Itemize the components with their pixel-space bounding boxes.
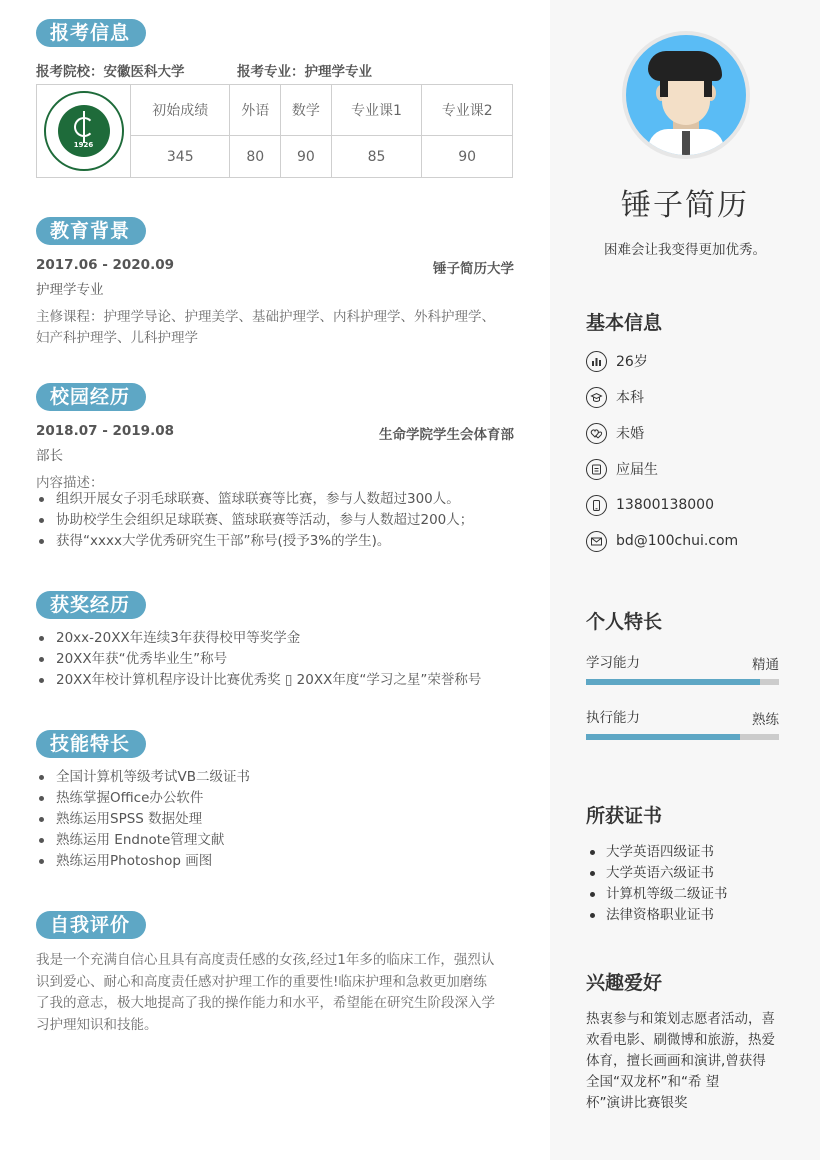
apply-major: 报考专业：护理学专业 [237,64,372,80]
info-status: 应届生 [586,458,658,480]
campus-role: 部长 [36,448,63,464]
self-eval-line: 识到爱心、耐心和高度责任感对护理工作的重要性!临床护理和急救更加磨练 [36,973,487,990]
score-table [36,84,513,178]
table-cell: 90 [422,136,513,178]
table-header: 外语 [230,85,281,136]
university-logo-icon [44,91,124,171]
section-title-campus: 校园经历 [36,383,146,411]
apply-school: 报考院校：安徽医科大学 [36,64,185,80]
list-item: 组织开展女子羽毛球联赛、篮球联赛等比赛，参与人数超过300人。 [36,489,473,510]
list-item: 20xx-20XX年连续3年获得校甲等奖学金 [36,628,481,649]
table-header: 初始成绩 [131,85,230,136]
section-title-self-eval: 自我评价 [36,911,146,939]
resume-name: 锤子简历 [621,188,749,223]
hobby-line: 欢看电影、刷微博和旅游，热爱 [586,1032,775,1048]
campus-items [36,489,473,552]
certs-list [588,842,728,926]
info-degree: 本科 [586,386,644,408]
list-item: 法律资格职业证书 [588,905,728,926]
hobby-line: 杯”演讲比赛银奖 [586,1095,688,1111]
table-cell: 85 [331,136,422,178]
table-header: 专业课2 [422,85,513,136]
education-courses-line2: 妇产科护理学、儿科护理学 [36,330,198,346]
education-courses-line1: 主修课程：护理学导论、护理美学、基础护理学、内科护理学、外科护理学、 [36,309,495,325]
education-major: 护理学专业 [36,282,104,298]
table-cell: 90 [281,136,332,178]
hobby-line: 全国“双龙杯”和“希 望 [586,1074,720,1090]
avatar [622,31,750,159]
section-title-basic: 基本信息 [586,312,663,334]
list-item: 全国计算机等级考试VB二级证书 [36,767,250,788]
list-item: 熟练运用Photoshop 画图 [36,851,250,872]
campus-desc-label: 内容描述： [36,475,104,491]
table-header: 专业课1 [331,85,422,136]
hobby-line: 热衷参与和策划志愿者活动，喜 [586,1011,775,1027]
list-item: 协助校学生会组织足球联赛、篮球联赛等活动，参与人数超过200人； [36,510,473,531]
list-item: 大学英语六级证书 [588,863,728,884]
list-item: 大学英语四级证书 [588,842,728,863]
info-age: 26岁 [586,350,648,372]
phone-icon [586,495,607,516]
section-title-education: 教育背景 [36,217,146,245]
list-item: 熟练运用SPSS 数据处理 [36,809,250,830]
trait-progress-bar [586,734,779,740]
self-eval-line: 我是一个充满自信心且具有高度责任感的女孩,经过1年多的临床工作，强烈认 [36,952,495,968]
list-item: 获得“xxxx大学优秀研究生干部”称号(授予3%的学生)。 [36,531,473,552]
section-title-awards: 获奖经历 [36,591,146,619]
skills-items [36,767,250,872]
education-school: 锤子简历大学 [433,261,514,277]
age-chart-icon [586,351,607,372]
email-icon [586,531,607,552]
list-item: 热练掌握Office办公软件 [36,788,250,809]
section-title-hobby: 兴趣爱好 [586,972,663,994]
list-item: 20XX年获“优秀毕业生”称号 [36,649,481,670]
education-period: 2017.06 - 2020.09 [36,257,174,273]
campus-org: 生命学院学生会体育部 [379,427,514,443]
section-title-traits: 个人特长 [586,611,663,633]
campus-period: 2018.07 - 2019.08 [36,423,174,439]
self-eval-line: 习护理知识和技能。 [36,1016,158,1033]
table-cell: 345 [131,136,230,178]
education-cap-icon [586,387,607,408]
list-item: 计算机等级二级证书 [588,884,728,905]
list-item: 熟练运用 Endnote管理文献 [36,830,250,851]
self-eval-text [36,950,495,1036]
marriage-hearts-icon [586,423,607,444]
section-title-apply: 报考信息 [36,19,146,47]
trait-progress-bar [586,679,779,685]
section-title-certs: 所获证书 [586,805,663,827]
info-marriage: 未婚 [586,422,644,444]
info-phone: 13800138000 [586,494,714,516]
motto: 困难会让我变得更加优秀。 [604,242,766,258]
logo-year: 1926 [73,141,94,149]
info-email: bd@100chui.com [586,530,738,552]
section-title-skills: 技能特长 [36,730,146,758]
table-cell: 80 [230,136,281,178]
logo-cell [37,85,131,178]
awards-items [36,628,481,691]
self-eval-line: 了我的意志，极大地提高了我的操作能力和水平，希望能在研究生阶段深入学 [36,995,495,1011]
list-item: 20XX年校计算机程序设计比赛优秀奖 ▯ 20XX年度“学习之星”荣誉称号 [36,670,481,691]
table-header: 数学 [281,85,332,136]
hobby-line: 体育，擅长画画和演讲,曾获得 [586,1053,766,1069]
hobby-text [586,1009,786,1114]
status-calendar-icon [586,459,607,480]
